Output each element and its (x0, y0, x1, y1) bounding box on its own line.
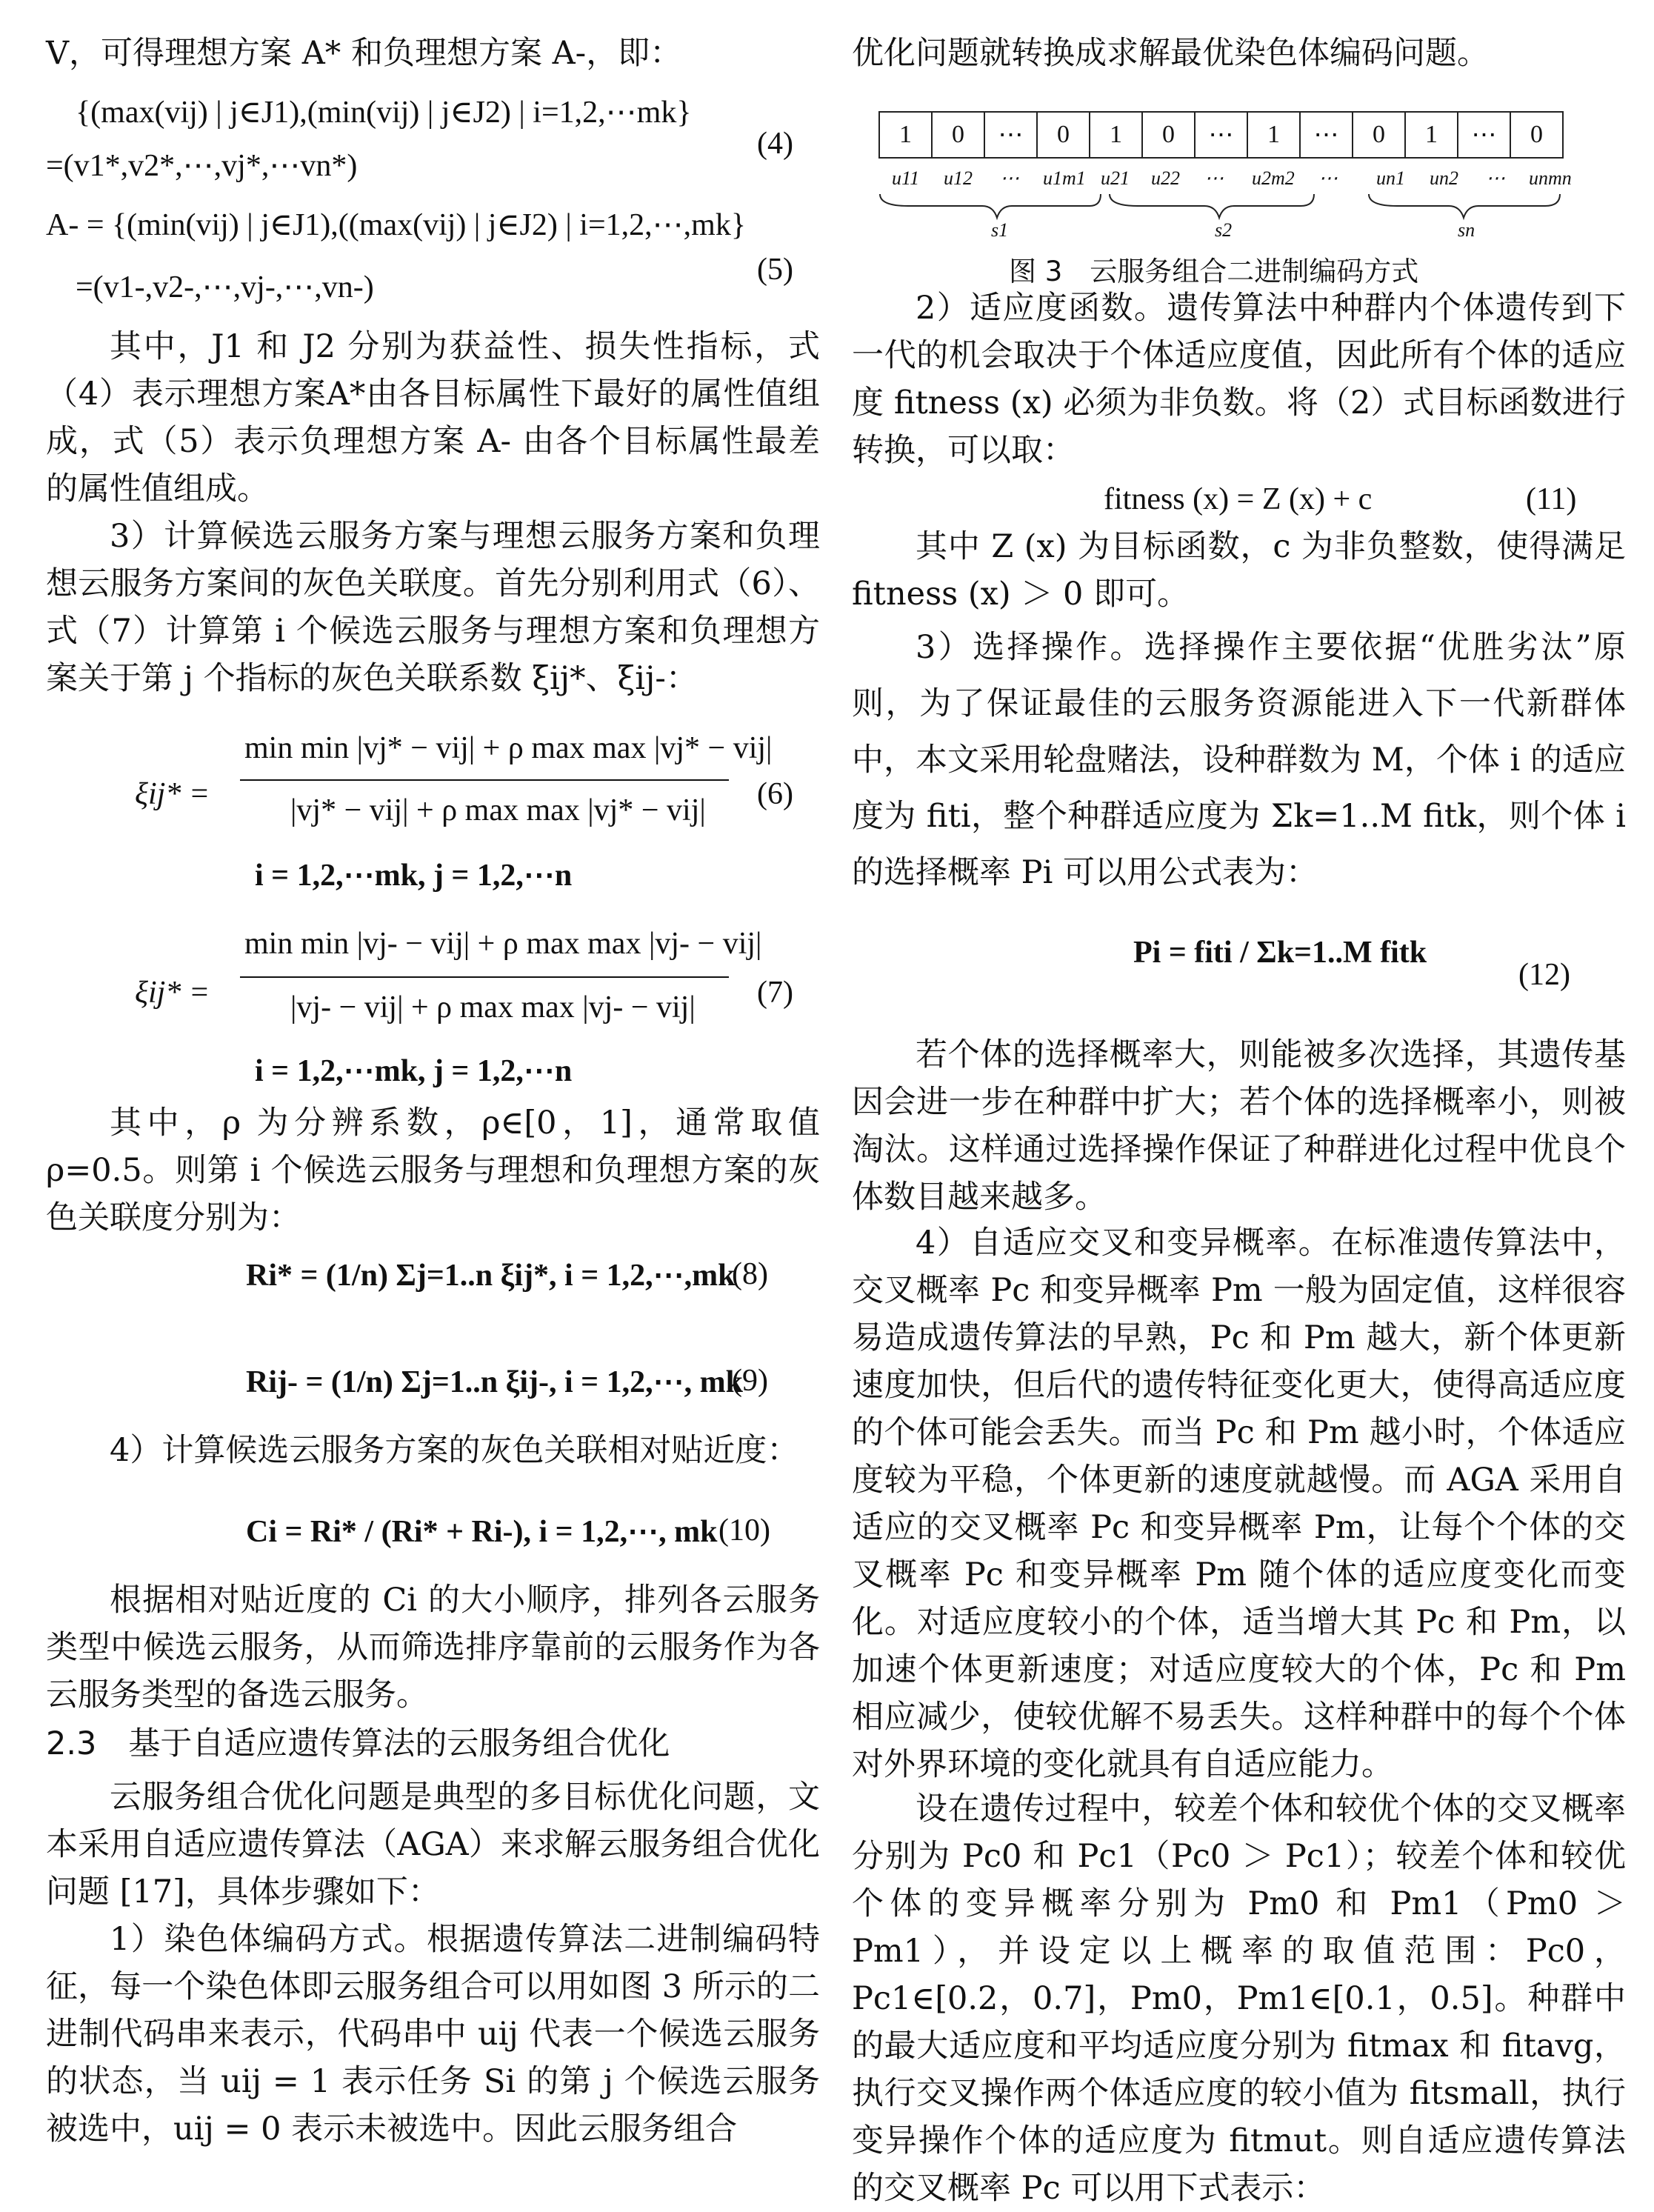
continuation-paragraph: 优化问题就转换成求解最优染色体编码问题。 (852, 35, 1489, 72)
equation-7-range: i = 1,2,⋯mk, j = 1,2,⋯n (255, 1054, 573, 1088)
equation-7-fraction-bar (240, 976, 729, 978)
code-cell: 0 (1037, 112, 1090, 158)
explain-paragraph: 其中，J1 和 J2 分别为获益性、损失性指标，式（4）表示理想方案A*由各目标属性下最好的属性值组成，式（5）表示负理想方案 A- 由各个目标属性最差的属性值组成。 (46, 328, 820, 507)
code-cell: ⋯ (984, 112, 1037, 158)
equation-4-line1: {(max(vij) | j∈J1),(min(vij) | j∈J2) | i=1,2,⋯mk} (76, 96, 692, 130)
code-cell: 0 (1142, 112, 1195, 158)
select-result-paragraph: 若个体的选择概率大，则能被多次选择，其遗传基因会进一步在种群中扩大；若个体的选择概率小，则被淘汰。这样通过选择操作保证了种群进化过程中优良个体数目越来越多。 (852, 1036, 1626, 1216)
code-cell: 1 (1090, 112, 1142, 158)
code-label: u22 (1151, 167, 1180, 189)
equation-10-number: (10) (718, 1513, 770, 1548)
equation-5-number: (5) (757, 253, 793, 287)
adaptive-paragraph: 4）自适应交叉和变异概率。在标准遗传算法中，交叉概率 Pc 和变异概率 Pm 一般为固定值，这样很容易造成遗传算法的早熟，Pc 和 Pm 越大，新个体更新速度加快，但后代的遗传特征变化更大，使得高适应度的个体可能会丢失。而当 Pc 和 Pm 越小时，个体适应度较为平稳，个体更新的速度就越慢。而 AGA 采用自适应的交叉概率 Pc 和变异概率 Pm，让每个个体的交叉概率 Pc 和变异概率 Pm 随个体的适应度变化而变化。对适应度较小的个体，适当增大其 Pc 和 Pm，以加速个体更新速度；对适应度较大的个体，Pc 和 Pm 相应减少，使较优解不易丢失。这样种群中的每个个体对外界环境的变化就具有自适应能力。 (852, 1225, 1626, 1783)
intro-paragraph: V，可得理想方案 A* 和负理想方案 A-，即： (46, 35, 682, 72)
aga-paragraph: 云服务组合优化问题是典型的多目标优化问题，文本采用自适应遗传算法（AGA）来求解云服务组合优化问题 [17]，具体步骤如下： (46, 1779, 820, 1910)
code-label: u2m2 (1252, 167, 1295, 189)
code-label: u12 (944, 167, 973, 189)
equation-10: Ci = Ri* / (Ri* + Ri-), i = 1,2,⋯, mk (246, 1515, 718, 1549)
brace-label: s1 (991, 219, 1009, 241)
code-cell: 1 (1405, 112, 1458, 158)
code-label: ⋯ (1318, 167, 1338, 189)
code-cell: 0 (932, 112, 984, 158)
binary-code-string (878, 111, 1564, 159)
brace-label: s2 (1215, 219, 1233, 241)
code-label: u1m1 (1043, 167, 1086, 189)
equation-6-numerator: min min |vj* − vij| + ρ max max |vj* − vij| (244, 731, 773, 765)
code-label: unmn (1529, 167, 1572, 189)
equation-6-denominator: |vj* − vij| + ρ max max |vj* − vij| (290, 793, 706, 827)
code-label: ⋯ (1486, 167, 1505, 189)
equation-7-denominator: |vj- − vij| + ρ max max |vj- − vij| (290, 990, 696, 1025)
fitness-paragraph: 2）适应度函数。遗传算法中种群内个体遗传到下一代的机会取决于个体适应度值，因此所有个体的适应度 fitness (x) 必须为非负数。将（2）式目标函数进行转换，可以取： (852, 290, 1626, 469)
code-label: u21 (1101, 167, 1130, 189)
equation-9-number: (9) (732, 1364, 768, 1398)
equation-12-number: (12) (1518, 958, 1570, 992)
code-label: ⋯ (1204, 167, 1224, 189)
equation-5-line2: =(v1-,v2-,⋯,vj-,⋯,vn-) (76, 270, 374, 304)
code-cell: 1 (1247, 112, 1300, 158)
code-cell: ⋯ (1458, 112, 1510, 158)
equation-6-lhs: ξij* = (135, 777, 210, 811)
equation-7-numerator: min min |vj- − vij| + ρ max max |vj- − vij| (244, 927, 762, 961)
equation-11: fitness (x) = Z (x) + c (1104, 482, 1373, 516)
brace-label: sn (1458, 219, 1475, 241)
equation-6-number: (6) (757, 777, 793, 811)
equation-8-number: (8) (732, 1257, 768, 1291)
probability-range-paragraph: 设在遗传过程中，较差个体和较优个体的交叉概率分别为 Pc0 和 Pc1（Pc0 ＞ Pc1）；较差个体和较优个体的变异概率分别为 Pm0 和 Pm1（Pm0 ＞ Pm1），并设定以上概率的取值范围：Pc0，Pc1∈[0.2，0.7]，Pm0，Pm1∈[0.1，0.5]。种群中的最大适应度和平均适应度分别为 fitmax 和 fitavg，执行交叉操作两个体适应度的较小值为 fitsmall，执行变异操作个体的适应度为 fitmut。则自适应遗传算法的交叉概率 Pc 可以用下式表示： (852, 1790, 1626, 2207)
code-cell: ⋯ (1300, 112, 1353, 158)
code-cell: 0 (1353, 112, 1405, 158)
equation-9: Rij- = (1/n) Σj=1..n ξij-, i = 1,2,⋯, mk (246, 1365, 743, 1399)
equation-8: Ri* = (1/n) Σj=1..n ξij*, i = 1,2,⋯,mk (246, 1259, 736, 1293)
code-cell: 0 (1510, 112, 1563, 158)
rank-paragraph: 根据相对贴近度的 Ci 的大小顺序，排列各云服务类型中候选云服务，从而筛选排序靠前的云服务作为各云服务类型的备选云服务。 (46, 1582, 820, 1713)
equation-4-line2: =(v1*,v2*,⋯,vj*,⋯vn*) (46, 149, 358, 183)
select-paragraph: 3）选择操作。选择操作主要依据“优胜劣汰”原则，为了保证最佳的云服务资源能进入下一代新群体中，本文采用轮盘赌法，设种群数为 M，个体 i 的适应度为 fiti，整个种群适应度为 Σk=1..M fitk，则个体 i 的选择概率 Pi 可以用公式表为： (852, 629, 1626, 891)
equation-7-lhs: ξij* = (135, 976, 210, 1010)
figure-caption: 图 3 云服务组合二进制编码方式 (1009, 256, 1419, 287)
equation-5-line1: A- = {(min(vij) | j∈J1),((max(vij) | j∈J2) | i=1,2,⋯,mk} (46, 208, 746, 242)
code-cell: ⋯ (1195, 112, 1247, 158)
equation-4-number: (4) (757, 127, 793, 161)
section-heading-2-3: 2.3 基于自适应遗传算法的云服务组合优化 (46, 1725, 670, 1762)
equation-6-range: i = 1,2,⋯mk, j = 1,2,⋯n (255, 859, 573, 893)
encode-paragraph: 1）染色体编码方式。根据遗传算法二进制编码特征，每一个染色体即云服务组合可以用如图 3 所示的二进制代码串来表示，代码串中 uij 代表一个候选云服务的状态，当 uij = 1 表示任务 Si 的第 j 个候选云服务被选中，uij = 0 表示未被选中。因此云服务组合 (46, 1921, 820, 2148)
equation-11-number: (11) (1526, 482, 1577, 516)
equation-7-number: (7) (757, 976, 793, 1010)
equation-6-fraction-bar (240, 779, 729, 781)
rho-paragraph: 其中，ρ 为分辨系数，ρ∈[0，1]，通常取值 ρ=0.5。则第 i 个候选云服务与理想和负理想方案的灰色关联度分别为： (46, 1105, 820, 1236)
step4-paragraph: 4）计算候选云服务方案的灰色关联相对贴近度： (110, 1432, 799, 1469)
code-label: u11 (892, 167, 920, 189)
step3-paragraph: 3）计算候选云服务方案与理想云服务方案和负理想云服务方案间的灰色关联度。首先分别利用式（6）、式（7）计算第 i 个候选云服务与理想方案和负理想方案关于第 j 个指标的灰色关联系数 ξij*、ξij-： (46, 518, 820, 697)
code-label: un1 (1376, 167, 1405, 189)
code-cell: 1 (879, 112, 932, 158)
code-label: ⋯ (1000, 167, 1019, 189)
equation-12: Pi = fiti / Σk=1..M fitk (1133, 936, 1427, 970)
code-label: un2 (1430, 167, 1458, 189)
fitness-note-paragraph: 其中 Z (x) 为目标函数，c 为非负整数，使得满足 fitness (x) ＞ 0 即可。 (852, 528, 1626, 613)
